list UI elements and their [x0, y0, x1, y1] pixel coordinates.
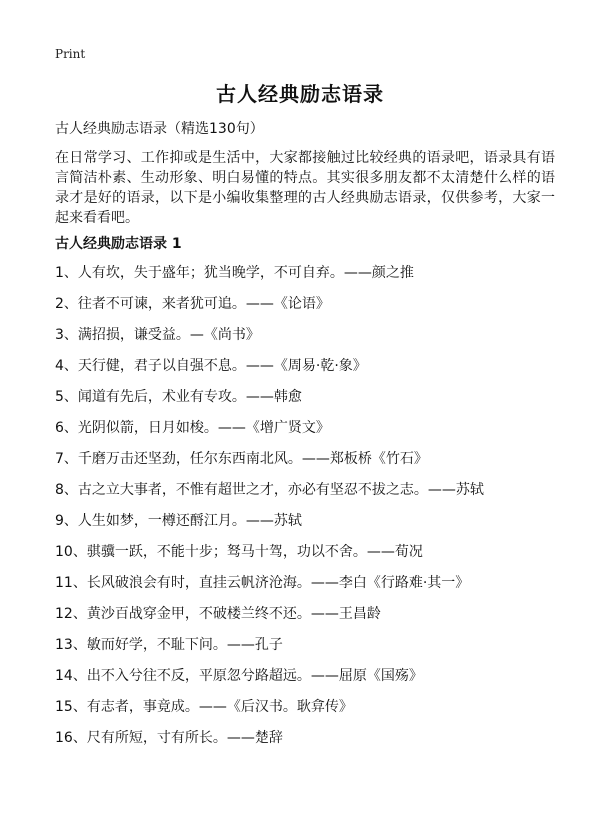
quote-item: 7、千磨万击还坚劲，任尔东西南北风。——郑板桥《竹石》 — [55, 451, 428, 467]
quote-item: 2、往者不可谏，来者犹可追。——《论语》 — [55, 296, 330, 312]
section-heading: 古人经典励志语录 1 — [55, 236, 182, 252]
page-title: 古人经典励志语录 — [216, 82, 384, 106]
quote-item: 11、长风破浪会有时，直挂云帆济沧海。——李白《行路难·其一》 — [55, 575, 470, 591]
quote-item: 15、有志者，事竟成。——《后汉书。耿弇传》 — [55, 699, 353, 715]
quote-item: 14、出不入兮往不反，平原忽兮路超远。——屈原《国殇》 — [55, 668, 423, 684]
quote-list — [55, 258, 575, 754]
quote-item: 3、满招损，谦受益。—《尚书》 — [55, 327, 260, 343]
quote-item: 13、敏而好学，不耻下问。——孔子 — [55, 637, 283, 653]
quote-item: 5、闻道有先后，术业有专攻。——韩愈 — [55, 389, 302, 405]
quote-item: 4、天行健，君子以自强不息。——《周易·乾·象》 — [55, 358, 367, 374]
article-subtitle: 古人经典励志语录（精选130句） — [55, 121, 264, 137]
quote-item: 12、黄沙百战穿金甲，不破楼兰终不还。——王昌龄 — [55, 606, 381, 622]
intro-paragraph: 在日常学习、工作抑或是生活中，大家都接触过比较经典的语录吧，语录具有语言简洁朴素、生动形象、明白易懂的特点。其实很多朋友都不太清楚什么样的语录才是好的语录，以下是小编收集整理的古人经典励志语录，仅供参考，大家一起来看看吧。 — [55, 150, 555, 226]
quote-item: 1、人有坎，失于盛年；犹当晚学，不可自弃。——颜之推 — [55, 265, 414, 281]
quote-item: 10、骐骥一跃，不能十步；驽马十驾，功以不舍。——荀况 — [55, 544, 423, 560]
quote-item: 16、尺有所短，寸有所长。——楚辞 — [55, 730, 283, 746]
quote-item: 6、光阴似箭，日月如梭。——《增广贤文》 — [55, 420, 330, 436]
quote-item: 8、古之立大事者，不惟有超世之才，亦必有坚忍不拔之志。——苏轼 — [55, 482, 484, 498]
quote-item: 9、人生如梦，一樽还酹江月。——苏轼 — [55, 513, 302, 529]
print-label: Print — [55, 47, 86, 61]
